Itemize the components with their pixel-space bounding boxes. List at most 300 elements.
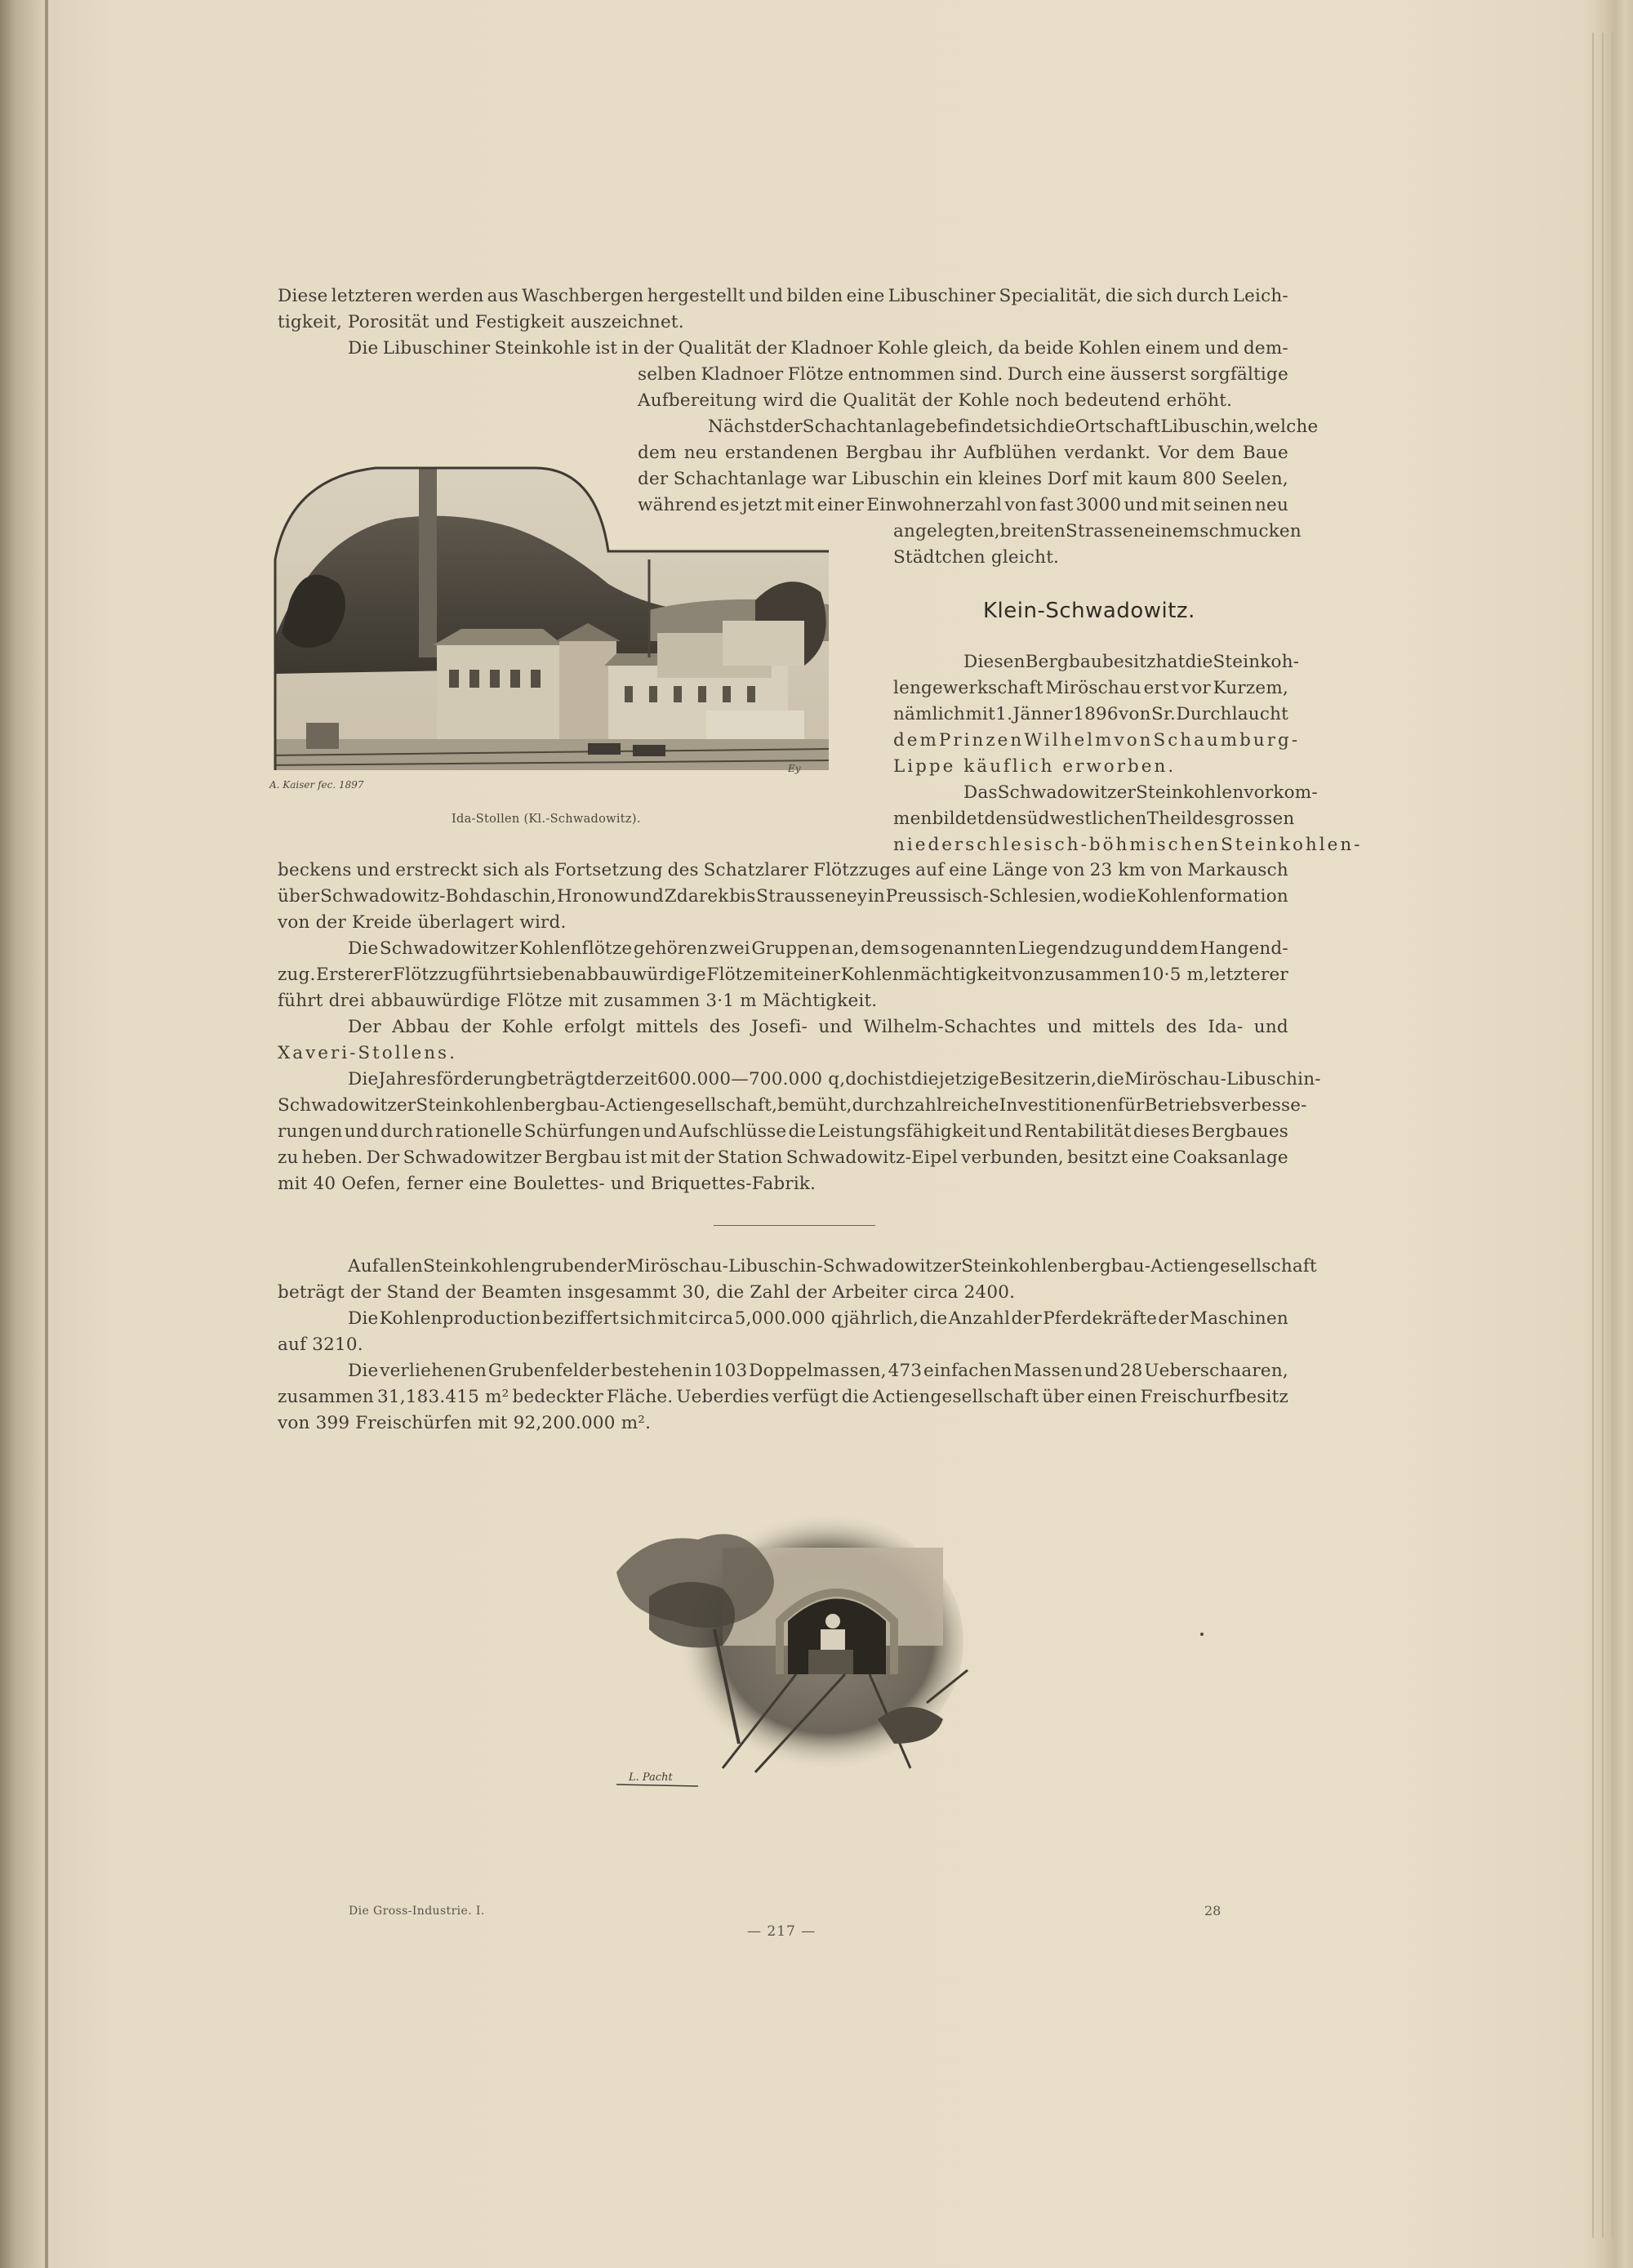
section-divider [714, 1225, 875, 1226]
word: der [643, 338, 674, 359]
word: Schwadowitz-Bohdaschin, [320, 886, 557, 907]
word: durch [380, 1121, 434, 1142]
word: Jahresförderung [378, 1069, 527, 1089]
word: dieses [1132, 1121, 1190, 1142]
page-edge [1602, 33, 1604, 2238]
word: der [461, 1017, 492, 1037]
word: jährlich, [843, 1308, 919, 1329]
ink-speck [1200, 1633, 1204, 1636]
word: zu [278, 1147, 299, 1168]
word: Flötze [787, 364, 844, 385]
word: des [1192, 809, 1224, 829]
word: 103 [713, 1361, 748, 1381]
word: durch [1176, 286, 1230, 306]
word: eine [846, 286, 885, 306]
word: der [1011, 1308, 1042, 1329]
word: Hronow [557, 886, 630, 907]
word: Vor [1158, 443, 1189, 463]
word: da [998, 338, 1021, 359]
text-line: von der Kreide überlagert wird. [278, 912, 567, 933]
word: und [1083, 1361, 1119, 1381]
word: Durchlaucht [1176, 704, 1288, 724]
word: derzeit [594, 1069, 657, 1089]
footer-publication: Die Gross-Industrie. I. [349, 1905, 485, 1918]
word: abbauwürdige [576, 965, 706, 985]
text-line [278, 283, 1288, 310]
text-block-intro [278, 283, 1288, 362]
word: der [638, 469, 669, 489]
word: Kohlenproduction [379, 1308, 541, 1329]
word: breiten [999, 521, 1066, 541]
word: Die [348, 938, 379, 959]
word: von [1150, 860, 1183, 880]
word: dem [893, 730, 939, 751]
word: letzterer [1209, 965, 1288, 985]
word: Libuschin [851, 469, 941, 489]
text-line [278, 962, 1288, 988]
word: durch [852, 1095, 905, 1116]
word: einfachen [923, 1361, 1012, 1381]
word: Schwadowitzer [278, 1095, 416, 1116]
word: Auf [348, 1256, 379, 1277]
word: mit [650, 1147, 681, 1168]
word: einem [1144, 521, 1200, 541]
word: und [1204, 338, 1239, 359]
word: einem [1145, 338, 1201, 359]
word: sich [620, 1308, 657, 1329]
word: Ortschaft [1075, 417, 1161, 437]
word: dem [1196, 443, 1235, 463]
word: die [788, 1121, 816, 1142]
word: Einwohnerzahl [866, 495, 1003, 515]
word: und [1124, 938, 1159, 959]
word: mit [657, 1308, 687, 1329]
word: 23 km [1089, 860, 1146, 880]
word: Fläche. [606, 1387, 674, 1407]
word: 10·5 m, [1141, 965, 1210, 985]
word: für [1117, 1095, 1145, 1116]
word: Schwadowitzer [379, 938, 518, 959]
word: Kurzem, [1213, 678, 1288, 698]
word: Kohle [501, 1017, 554, 1037]
word: 800 [1182, 469, 1217, 489]
word: Coaksanlage [1172, 1147, 1288, 1168]
word: mit [784, 495, 815, 515]
word: und [1047, 1017, 1082, 1037]
word: rationelle [435, 1121, 523, 1142]
word: zahlreiche [905, 1095, 999, 1116]
figure-mine-entrance-vignette [600, 1499, 992, 1801]
word: Preussisch-Schlesien, [885, 886, 1082, 907]
text-line [893, 649, 1300, 675]
text-line [278, 1145, 1288, 1171]
word: entnommen [848, 364, 955, 385]
word: mittels [1092, 1017, 1155, 1037]
word: Fortsetzung [554, 860, 663, 880]
word: Strassen [1066, 521, 1145, 541]
word: Bergbaues [1191, 1121, 1288, 1142]
word: in [694, 1361, 712, 1381]
word: Flötzzug [393, 965, 471, 985]
word: grossen [1223, 809, 1295, 829]
word: bilden [786, 286, 843, 306]
text-line [893, 675, 1288, 702]
word: nämlich [893, 704, 966, 724]
word: Hangend- [1199, 938, 1288, 959]
word: sich [483, 860, 519, 880]
text-block-summary [278, 1254, 1317, 1437]
word: über [278, 886, 320, 907]
text-line: mit 40 Oefen, ferner eine Boulettes- und Briquettes-Fabrik. [278, 1174, 816, 1194]
text-line: von 399 Freischürfen mit 92,200.000 m². [278, 1413, 652, 1433]
word: Schwadowitzer [997, 782, 1137, 803]
word: in [867, 886, 885, 907]
text-line [278, 1384, 1288, 1410]
word: sieben [517, 965, 576, 985]
word: verfügt [772, 1387, 839, 1407]
word: Länge [992, 860, 1048, 880]
word: Pferdekräfte [1043, 1308, 1158, 1329]
word: der [595, 1256, 627, 1277]
word: und [630, 886, 665, 907]
word: Libuschiner [888, 286, 996, 306]
figure2-signature: L. Pacht [629, 1771, 673, 1784]
word: bildet [932, 809, 985, 829]
word: Der [366, 1147, 400, 1168]
word: und [818, 1017, 853, 1037]
text-block-right-column [893, 519, 1302, 571]
word: Maschinen [1190, 1308, 1288, 1329]
word: Schwadowitz-Eipel [785, 1147, 959, 1168]
word: erstandenen [724, 443, 839, 463]
word: die [910, 1069, 939, 1089]
word: 1896 [1073, 704, 1119, 724]
word: und [356, 860, 391, 880]
word: mit [1160, 495, 1191, 515]
word: Actiengesellschaft [872, 1387, 1039, 1407]
word: die [1097, 1069, 1125, 1089]
section-heading: Klein-Schwadowitz. [983, 599, 1195, 623]
word: hat [1155, 652, 1186, 672]
word: beziffert [542, 1308, 620, 1329]
text-line: beträgt der Stand der Beamten insgesammt 30, die Zahl der Arbeiter circa 2400. [278, 1282, 1016, 1303]
word: mit [763, 965, 794, 985]
figure1-caption: Ida-Stollen (Kl.-Schwadowitz). [452, 813, 641, 826]
word: der [1158, 1308, 1189, 1329]
word: von [1114, 730, 1154, 751]
word: Kladnoer [701, 364, 784, 385]
word: zwei [709, 938, 750, 959]
word: befindet [936, 417, 1012, 437]
word: Anzahl [948, 1308, 1011, 1329]
word: Kohlenflötze [518, 938, 633, 959]
text-line: auf 3210. [278, 1335, 363, 1355]
word: welche [1254, 417, 1319, 437]
word: ist [625, 1147, 647, 1168]
word: ihr [930, 443, 956, 463]
word: jetzige [938, 1069, 999, 1089]
word: des [667, 860, 699, 880]
text-line [893, 728, 1301, 754]
word: Steinkohlengruben [423, 1256, 596, 1277]
word: 5,000.000 q [734, 1308, 843, 1329]
word: niederschlesisch-böhmischen [893, 835, 1221, 855]
text-line: führt drei abbauwürdige Flötze mit zusammen 3·1 m Mächtigkeit. [278, 991, 878, 1011]
word: dem [861, 938, 900, 959]
word: Dorf [1047, 469, 1088, 489]
word: kleines [977, 469, 1043, 489]
word: Abbau [392, 1017, 450, 1037]
word: Diesen [963, 652, 1026, 672]
word: die [1105, 286, 1133, 306]
word: vor [1181, 678, 1211, 698]
word: Prinzen [938, 730, 1025, 751]
word: die [841, 1387, 870, 1407]
text-line [893, 702, 1288, 728]
word: Markausch [1187, 860, 1288, 880]
text-block-klein-schwadowitz [893, 649, 1363, 858]
word: äusserst [1110, 364, 1186, 385]
word: Aufschlüsse [679, 1121, 787, 1142]
word: Sr. [1151, 704, 1177, 724]
word: und [749, 286, 784, 306]
word: erst [1143, 678, 1180, 698]
word: in [621, 338, 639, 359]
text-line: Städtchen gleicht. [893, 547, 1060, 568]
word: besitzt [1067, 1147, 1128, 1168]
word: die [919, 1308, 948, 1329]
word: Seelen, [1221, 469, 1288, 489]
word: zusammen [278, 1387, 374, 1407]
word: Die [348, 338, 379, 359]
word: Nächst [708, 417, 772, 437]
word: schmucken [1199, 521, 1302, 541]
word: den [984, 809, 1018, 829]
text-line [893, 519, 1302, 545]
text-line [278, 1358, 1288, 1384]
word: sogenannten [901, 938, 1017, 959]
word: Strausseney [756, 886, 868, 907]
figure-ida-stollen [265, 396, 882, 821]
word: Jänner [1012, 704, 1073, 724]
text-line [278, 1306, 1288, 1332]
word: eine [1131, 1147, 1170, 1168]
word: die [1047, 417, 1075, 437]
word: eine [949, 860, 988, 880]
word: erfolgt [564, 1017, 625, 1037]
page-edge [1612, 33, 1613, 2238]
word: und [643, 1121, 678, 1142]
word: dem [638, 443, 677, 463]
text-block-schwadowitz [278, 858, 1321, 1197]
word: letzteren [331, 286, 413, 306]
word: zug. [278, 965, 316, 985]
word: Steinkohlenbergbau-Actiengesellschaft, [416, 1095, 778, 1116]
word: der [772, 417, 803, 437]
text-line [278, 1119, 1288, 1145]
word: Liegendzug [1017, 938, 1124, 959]
word: verliehenen [380, 1361, 487, 1381]
word: lengewerkschaft [893, 678, 1043, 698]
word: Ida- [1208, 1017, 1244, 1037]
figure1-signature-left: A. Kaiser fec. 1897 [269, 779, 364, 791]
word: südwestlichen [1017, 809, 1147, 829]
word: Massen [1013, 1361, 1083, 1381]
word: Miröschau-Libuschin-Schwadowitzer [626, 1256, 962, 1277]
word: Wilhelm [1024, 730, 1115, 751]
text-line [278, 1093, 1307, 1119]
word: Schwadowitzer [403, 1147, 541, 1168]
word: bis [729, 886, 756, 907]
text-line [278, 858, 1288, 884]
word: Leich- [1232, 286, 1288, 306]
word: sich [1011, 417, 1048, 437]
word: jetzt [741, 495, 782, 515]
word: Die [348, 1069, 379, 1089]
word: auf [915, 860, 945, 880]
word: bedeckter [512, 1387, 603, 1407]
word: Der [348, 1017, 381, 1037]
word: doch [845, 1069, 889, 1089]
word: sich [1136, 286, 1173, 306]
page-edge [1592, 33, 1594, 2238]
word: Station [717, 1147, 783, 1168]
word: Miröschau [1045, 678, 1141, 698]
word: Leistungsfähigkeit [817, 1121, 986, 1142]
word: fast [1039, 495, 1074, 515]
text-line [893, 832, 1363, 858]
word: von [1004, 495, 1038, 515]
word: Kohle [877, 338, 929, 359]
word: der [755, 338, 786, 359]
text-line [638, 362, 1288, 388]
text-line [893, 780, 1318, 806]
word: Specialität, [999, 286, 1102, 306]
word: Doppelmassen, [749, 1361, 887, 1381]
word: war [812, 469, 847, 489]
word: der [683, 1147, 714, 1168]
word: verbunden, [961, 1147, 1064, 1168]
word: kaum [1127, 469, 1177, 489]
text-line [278, 936, 1288, 962]
word: an, [831, 938, 860, 959]
word: wo [1082, 886, 1109, 907]
word: Investitionen [999, 1095, 1118, 1116]
word: Schachtanlage [673, 469, 808, 489]
word: Baue [1242, 443, 1288, 463]
word: und [1124, 495, 1159, 515]
word: Bergbau [545, 1147, 622, 1168]
word: Kladnoer [790, 338, 874, 359]
book-gutter [45, 0, 48, 2268]
word: verdankt. [1064, 443, 1151, 463]
word: Zdarek [664, 886, 729, 907]
word: Das [963, 782, 998, 803]
word: Kohlenformation [1137, 886, 1288, 907]
word: Steinkoh- [1213, 652, 1300, 672]
word: angelegten, [893, 521, 1000, 541]
word: Miröschau-Libuschin- [1124, 1069, 1321, 1089]
word: des [709, 1017, 741, 1037]
word: Flötze [706, 965, 763, 985]
text-line [278, 884, 1288, 910]
word: die [1185, 652, 1213, 672]
text-line [893, 806, 1295, 832]
word: Bergbaubesitz [1025, 652, 1156, 672]
word: Ueberdies [676, 1387, 770, 1407]
word: neu [683, 443, 718, 463]
word: allen [378, 1256, 424, 1277]
word: Libuschiner [382, 338, 491, 359]
word: und [988, 1121, 1023, 1142]
word: einer [816, 495, 865, 515]
word: heben. [301, 1147, 363, 1168]
word: Diese [278, 286, 328, 306]
word: sind. [959, 364, 1003, 385]
word: seinen [1193, 495, 1253, 515]
word: men [893, 809, 932, 829]
word: hergestellt [647, 286, 745, 306]
word: gehören [633, 938, 709, 959]
word: und [1253, 1017, 1288, 1037]
word: von [1012, 965, 1044, 985]
word: ein [945, 469, 973, 489]
word: mittels [635, 1017, 699, 1037]
word: neu [1254, 495, 1288, 515]
word: einen [1087, 1387, 1137, 1407]
word: Bergbau [845, 443, 923, 463]
word: Gruppen [751, 938, 831, 959]
word: Rentabilität [1024, 1121, 1132, 1142]
word: dem [1159, 938, 1199, 959]
figure1-signature-right: Ey [788, 763, 801, 774]
word: Steinkohlenbergbau-Actiengesellschaft [961, 1256, 1317, 1277]
word: Steinkohlenvorkom- [1136, 782, 1318, 803]
text-line: Aufbereitung wird die Qualität der Kohle noch bedeutend erhöht. [638, 390, 1233, 411]
word: des [1165, 1017, 1198, 1037]
word: ist [888, 1069, 911, 1089]
word: Libuschin, [1160, 417, 1255, 437]
word: Theil [1146, 809, 1193, 829]
text-line: Xaveri-Stollens. [278, 1043, 457, 1063]
word: Schaumburg- [1153, 730, 1301, 751]
word: führt [470, 965, 517, 985]
word: Steinkohle [494, 338, 591, 359]
text-line [278, 1067, 1321, 1093]
word: Flötzzuges [812, 860, 911, 880]
word: Schachtanlage [802, 417, 937, 437]
word: gleich, [932, 338, 994, 359]
word: von [1052, 860, 1085, 880]
word: einer [793, 965, 841, 985]
word: beide [1024, 338, 1075, 359]
word: über [1042, 1387, 1084, 1407]
word: 473 [888, 1361, 923, 1381]
word: Wilhelm-Schachtes [863, 1017, 1037, 1037]
word: beträgt [527, 1069, 594, 1089]
word: dem- [1243, 338, 1288, 359]
word: Josefi- [751, 1017, 808, 1037]
word: Aufblühen [963, 443, 1057, 463]
word: von [1119, 704, 1151, 724]
word: Schürfungen [523, 1121, 641, 1142]
word: bemüht, [777, 1095, 852, 1116]
word: und [344, 1121, 379, 1142]
word: rungen [278, 1121, 343, 1142]
word: Steinkohlen- [1221, 835, 1363, 855]
word: aus [487, 286, 518, 306]
word: sorgfältige [1190, 364, 1288, 385]
